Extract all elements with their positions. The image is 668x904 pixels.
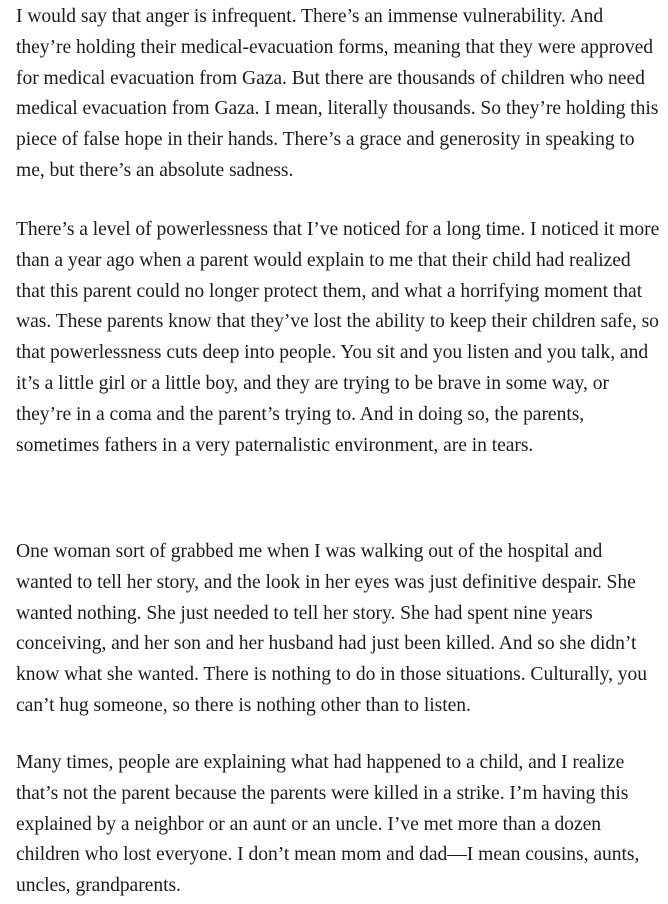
paragraph-woman-story: One woman sort of grabbed me when I was walking out of the hospital and wanted to tell her story, and the look in her eyes was just definitive despair. She wanted nothing. She just needed to tell her story. She had spent nine years conceiving, and her son and her husband had just been killed. And so she didn’t know what she wanted. There is nothing to do in those situations. Culturally, you can’t hug someone, so there is nothing other than to listen. [16, 541, 648, 716]
paragraph-anger: I would say that anger is infrequent. There’s an immense vulnerability. And they’re holding their medical-evacuation forms, meaning that they were approved for medical evacuation from Gaza. But there are thousands of children who need medical evacuation from Gaza. I mean, literally thousands. So they’re holding this piece of false hope in their hands. There’s a grace and generosity in speaking to me, but there’s an absolute sadness. [16, 6, 659, 181]
paragraph-children-lost-everyone: Many times, people are explaining what had happened to a child, and I realize that’s not the parent because the parents were killed in a strike. I’m having this explained by a neighbor or an aunt or an uncle. I’ve met more than a dozen children who lost everyone. I don’t mean mom and dad—I mean cousins, aunts, uncles, grandparents. [16, 752, 640, 897]
paragraph-powerlessness: There’s a level of powerlessness that I’ve noticed for a long time. I noticed it more than a year ago when a parent would explain to me that their child had realized that this parent could no longer protect them, and what a horrifying moment that was. These parents know that they’ve lost the ability to keep their children safe, so that powerlessness cuts deep into people. You sit and you listen and you talk, and it’s a little girl or a little boy, and they are trying to be brave in some way, or they’re in a coma and the parent’s trying to. And in doing so, the parents, sometimes fathers in a very paternalistic environment, are in tears. [16, 219, 660, 456]
